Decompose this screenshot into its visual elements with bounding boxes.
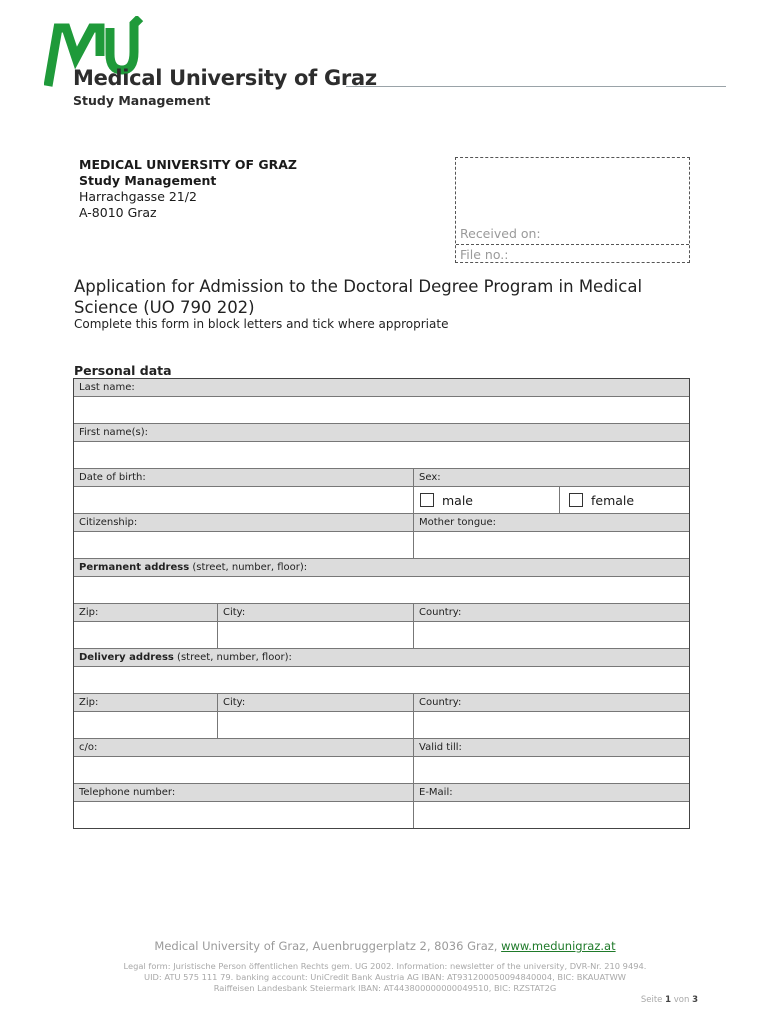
country-field[interactable] <box>414 622 689 648</box>
country-label: Country: <box>414 604 689 621</box>
address-line-2: Study Management <box>79 173 217 188</box>
citizenship-label: Citizenship: <box>74 514 414 531</box>
footer-address-text: Medical University of Graz, Auenbruggerplatz 2, 8036 Graz, <box>154 939 502 953</box>
delivery-country-field[interactable] <box>414 712 689 738</box>
date-of-birth-field[interactable] <box>74 487 414 513</box>
delivery-zip-field[interactable] <box>74 712 218 738</box>
last-name-field[interactable] <box>74 397 689 423</box>
sex-options <box>414 487 689 513</box>
permanent-address-label-bold: Permanent address <box>79 562 190 573</box>
recipient-address <box>79 157 297 221</box>
male-checkbox[interactable] <box>420 493 434 507</box>
mother-tongue-label: Mother tongue: <box>414 514 689 531</box>
permanent-address-label <box>74 559 689 576</box>
address-line-3: Harrachgasse 21/2 <box>79 189 197 204</box>
page-current: 1 <box>665 995 672 1005</box>
university-name: Medical University of Graz <box>73 66 377 90</box>
legal-line-1: Legal form: Juristische Person öffentlichen Rechts gem. UG 2002. Information: newsletter of the university, DVR-Nr. 210 9494. <box>123 961 647 971</box>
sex-option-female[interactable] <box>560 487 634 513</box>
permanent-address-label-rest: (street, number, floor): <box>189 562 308 573</box>
page-label: Seite <box>640 995 663 1005</box>
page-total: 3 <box>692 995 698 1005</box>
care-of-field[interactable] <box>74 757 414 783</box>
date-of-birth-label: Date of birth: <box>74 469 414 486</box>
sex-option-male[interactable] <box>414 487 560 513</box>
care-of-label: c/o: <box>74 739 414 756</box>
zip-label: Zip: <box>74 604 218 621</box>
office-use-box <box>455 157 690 263</box>
address-line-4: A-8010 Graz <box>79 205 157 220</box>
delivery-city-field[interactable] <box>218 712 414 738</box>
footer-address <box>0 939 770 953</box>
female-checkbox[interactable] <box>569 493 583 507</box>
telephone-field[interactable] <box>74 802 414 828</box>
delivery-zip-label: Zip: <box>74 694 218 711</box>
mother-tongue-field[interactable] <box>414 532 689 558</box>
section-title: Personal data <box>74 363 172 378</box>
form-title: Application for Admission to the Doctoral Degree Program in Medical Science (UO 790 202) <box>74 277 643 317</box>
valid-till-label: Valid till: <box>414 739 689 756</box>
delivery-city-label: City: <box>218 694 414 711</box>
delivery-country-label: Country: <box>414 694 689 711</box>
email-field[interactable] <box>414 802 689 828</box>
first-name-label: First name(s): <box>74 424 689 441</box>
header-divider <box>346 86 726 87</box>
last-name-label: Last name: <box>74 379 689 396</box>
delivery-address-label <box>74 649 689 666</box>
delivery-address-field[interactable] <box>74 667 689 693</box>
male-label: male <box>442 492 473 508</box>
city-label: City: <box>218 604 414 621</box>
form-subtitle: Complete this form in block letters and tick where appropriate <box>74 317 449 331</box>
city-field[interactable] <box>218 622 414 648</box>
female-label: female <box>591 492 635 508</box>
zip-field[interactable] <box>74 622 218 648</box>
personal-data-form <box>73 378 690 829</box>
legal-info <box>0 961 770 994</box>
first-name-field[interactable] <box>74 442 689 468</box>
page-of: von <box>673 995 690 1005</box>
delivery-address-label-bold: Delivery address <box>79 652 174 663</box>
valid-till-field[interactable] <box>414 757 689 783</box>
email-label: E-Mail: <box>414 784 689 801</box>
department-name: Study Management <box>73 93 211 108</box>
permanent-address-field[interactable] <box>74 577 689 603</box>
sex-label: Sex: <box>414 469 689 486</box>
delivery-address-label-rest: (street, number, floor): <box>173 652 292 663</box>
page-number <box>641 995 698 1005</box>
file-number-label: File no.: <box>460 247 509 262</box>
legal-line-2: UID: ATU 575 111 79. banking account: UniCredit Bank Austria AG IBAN: AT931200050094840004, BIC: BKAUATWW <box>144 972 626 982</box>
telephone-label: Telephone number: <box>74 784 414 801</box>
legal-line-3: Raiffeisen Landesbank Steiermark IBAN: AT443800000000049510, BIC: RZSTAT2G <box>213 983 557 993</box>
address-line-1: MEDICAL UNIVERSITY OF GRAZ <box>79 157 297 172</box>
website-link[interactable]: www.medunigraz.at <box>501 939 616 953</box>
received-on-label: Received on: <box>456 224 689 245</box>
citizenship-field[interactable] <box>74 532 414 558</box>
